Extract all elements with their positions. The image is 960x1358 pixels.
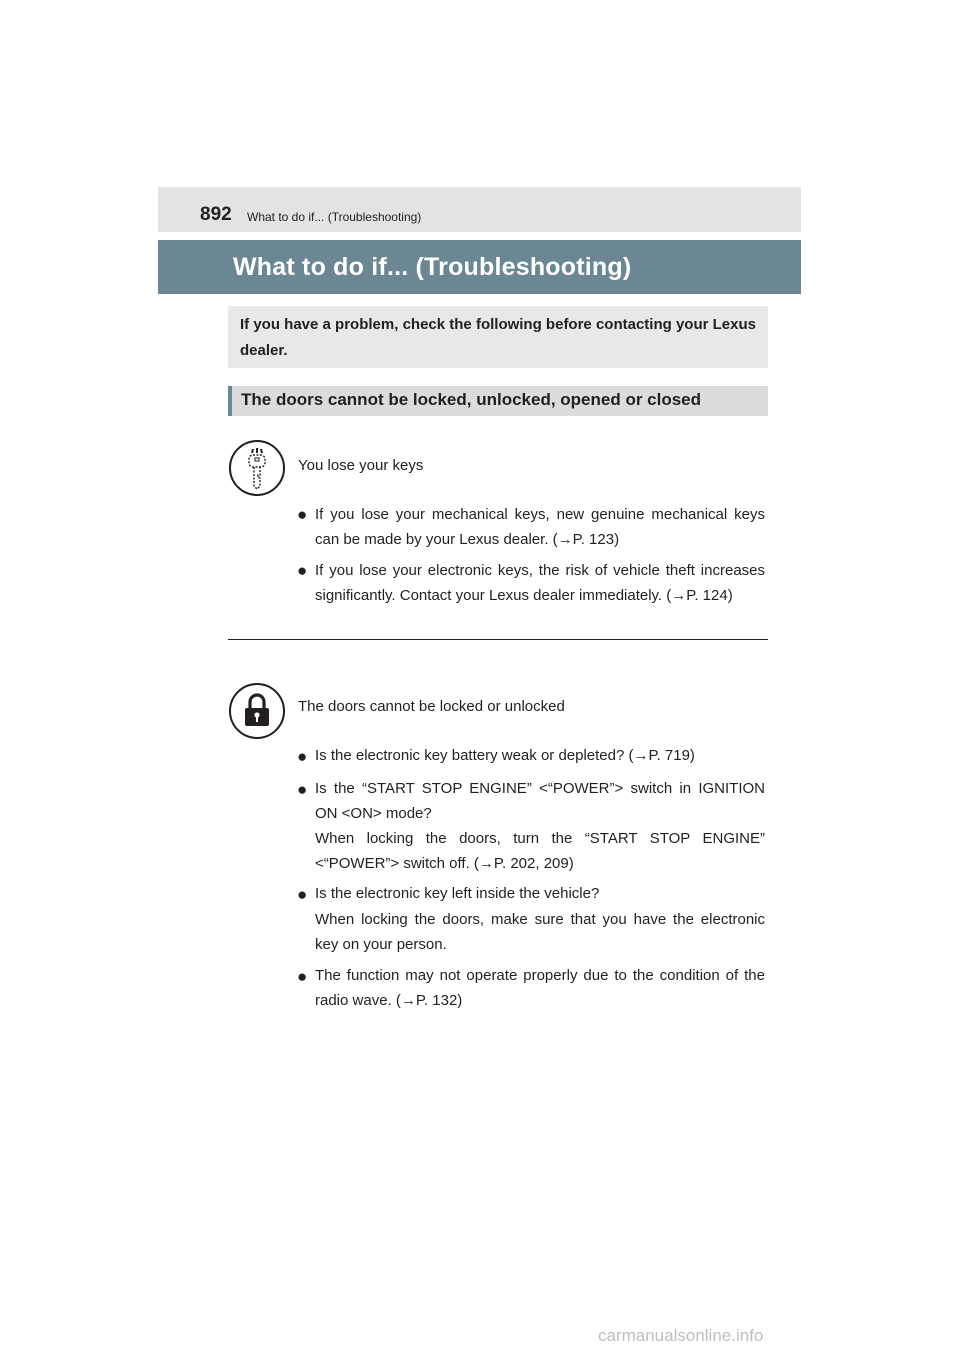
page-title: What to do if... (Troubleshooting) (233, 253, 632, 281)
bullet-icon: ● (297, 505, 308, 524)
subheading-lose-keys: You lose your keys (298, 457, 424, 474)
list-item: Is the electronic key left inside the vehicle? (315, 885, 600, 902)
bullet-icon: ● (297, 747, 308, 766)
subheading-doors-lock: The doors cannot be locked or unlocked (298, 698, 565, 715)
padlock-icon (229, 683, 285, 739)
list-item: If you lose your mechanical keys, new genuine mechanical keys can be made by your Lexus dealer. (→P. 123) (315, 506, 765, 548)
list-item: If you lose your electronic keys, the risk of vehicle theft increases significantly. Contact your Lexus dealer immediately. (→P. 124) (315, 562, 765, 604)
page-number: 892 (200, 204, 232, 225)
key-icon (229, 440, 285, 496)
list-item-detail: When locking the doors, make sure that you have the electronic key on your person. (315, 911, 765, 953)
list-item: Is the “START STOP ENGINE” <“POWER”> switch in IGNITION ON <ON> mode? (315, 780, 765, 822)
list-item-detail: When locking the doors, turn the “START STOP ENGINE” <“POWER”> switch off. (→P. 202, 209) (315, 830, 765, 872)
bullet-icon: ● (297, 561, 308, 580)
list-item: The function may not operate properly due to the condition of the radio wave. (→P. 132) (315, 967, 765, 1009)
section-title: The doors cannot be locked, unlocked, opened or closed (241, 390, 702, 409)
watermark: carmanualsonline.info (598, 1326, 764, 1345)
bullet-icon: ● (297, 780, 308, 799)
list-item: Is the electronic key battery weak or depleted? (→P. 719) (315, 747, 695, 764)
intro-text: If you have a problem, check the following before contacting your Lexus dealer. (240, 316, 756, 359)
bullet-icon: ● (297, 967, 308, 986)
divider (228, 639, 768, 640)
bullet-icon: ● (297, 885, 308, 904)
header-section-label: What to do if... (Troubleshooting) (247, 210, 422, 224)
